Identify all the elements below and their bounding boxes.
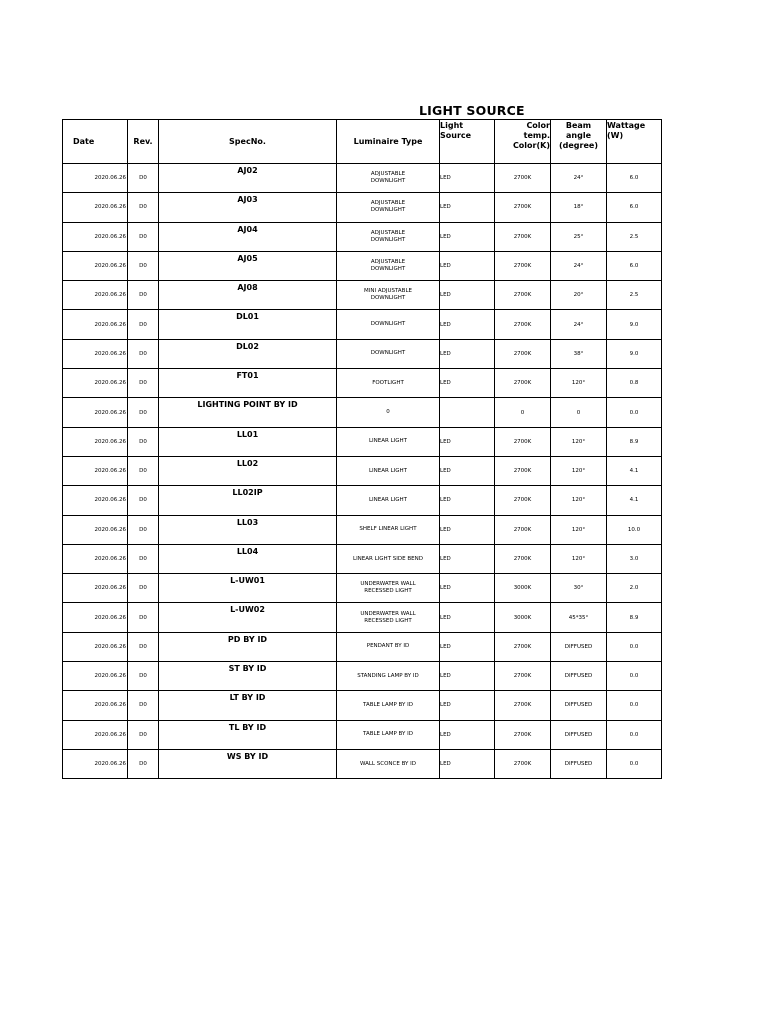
luminaire-type-line: ADJUSTABLE <box>370 171 406 178</box>
cell-wattage: 0.0 <box>607 691 662 720</box>
luminaire-type-line: RECESSED LIGHT <box>364 588 412 595</box>
luminaire-type-line: ADJUSTABLE <box>370 200 406 207</box>
cell-wattage: 10.0 <box>607 515 662 544</box>
table-header-row <box>63 120 662 164</box>
cell-luminaire-type <box>337 369 440 398</box>
cell-wattage: 6.0 <box>607 193 662 222</box>
luminaire-type-line: TABLE LAMP BY ID <box>363 701 413 708</box>
cell-beam-angle: 120° <box>551 456 607 485</box>
cell-luminaire-type <box>337 691 440 720</box>
cell-luminaire-type <box>337 632 440 661</box>
cell-spec-no: LT BY ID <box>159 691 337 720</box>
cell-wattage: 6.0 <box>607 164 662 193</box>
cell-spec-no: PD BY ID <box>159 632 337 661</box>
cell-beam-angle: 38° <box>551 339 607 368</box>
cell-luminaire-type <box>337 574 440 603</box>
header-beam-line: angle <box>566 131 591 140</box>
cell-beam-angle: 24° <box>551 164 607 193</box>
cell-color-temp: 2700K <box>495 339 551 368</box>
cell-luminaire-type <box>337 456 440 485</box>
cell-color-temp: 2700K <box>495 251 551 280</box>
table-row <box>63 515 662 544</box>
cell-beam-angle: 120° <box>551 486 607 515</box>
cell-date: 2020.06.26 <box>63 574 128 603</box>
cell-luminaire-type <box>337 427 440 456</box>
header-watt-line: Wattage <box>607 121 646 130</box>
cell-color-temp: 2700K <box>495 456 551 485</box>
luminaire-type-line: DOWNLIGHT <box>370 295 406 302</box>
table-row <box>63 574 662 603</box>
cell-rev: D0 <box>128 193 159 222</box>
header-source-line: Light <box>440 121 464 130</box>
cell-beam-angle: 20° <box>551 281 607 310</box>
luminaire-type-line: ADJUSTABLE <box>370 259 406 266</box>
header-source <box>440 120 495 164</box>
cell-rev: D0 <box>128 720 159 749</box>
cell-light-source: LED <box>440 574 495 603</box>
cell-light-source: LED <box>440 310 495 339</box>
cell-light-source: LED <box>440 515 495 544</box>
cell-light-source: LED <box>440 691 495 720</box>
table-row <box>63 369 662 398</box>
cell-wattage: 9.0 <box>607 339 662 368</box>
cell-color-temp: 0 <box>495 398 551 427</box>
table-row <box>63 632 662 661</box>
cell-spec-no: L-UW01 <box>159 574 337 603</box>
header-beam-angle <box>551 120 607 164</box>
cell-color-temp: 2700K <box>495 310 551 339</box>
cell-beam-angle: DIFFUSED <box>551 662 607 691</box>
cell-beam-angle: DIFFUSED <box>551 691 607 720</box>
cell-wattage: 6.0 <box>607 251 662 280</box>
header-wattage <box>607 120 662 164</box>
cell-color-temp: 3000K <box>495 574 551 603</box>
luminaire-type-line: DOWNLIGHT <box>370 350 406 357</box>
cell-wattage: 0.0 <box>607 398 662 427</box>
header-spec: SpecNo. <box>159 120 337 164</box>
cell-color-temp: 2700K <box>495 281 551 310</box>
table-row <box>63 691 662 720</box>
cell-rev: D0 <box>128 486 159 515</box>
cell-color-temp: 2700K <box>495 164 551 193</box>
cell-rev: D0 <box>128 281 159 310</box>
cell-luminaire-type <box>337 222 440 251</box>
luminaire-type-line: TABLE LAMP BY ID <box>363 731 413 738</box>
table-row <box>63 456 662 485</box>
luminaire-type-line: LINEAR LIGHT <box>368 438 408 445</box>
light-source-table <box>62 119 662 779</box>
cell-wattage: 0.0 <box>607 720 662 749</box>
cell-spec-no: DL01 <box>159 310 337 339</box>
cell-date: 2020.06.26 <box>63 310 128 339</box>
luminaire-type-line: DOWNLIGHT <box>370 266 406 273</box>
cell-wattage: 8.9 <box>607 603 662 632</box>
header-rev: Rev. <box>128 120 159 164</box>
cell-color-temp: 2700K <box>495 544 551 573</box>
cell-rev: D0 <box>128 427 159 456</box>
cell-light-source: LED <box>440 720 495 749</box>
cell-spec-no: LIGHTING POINT BY ID <box>159 398 337 427</box>
cell-date: 2020.06.26 <box>63 632 128 661</box>
luminaire-type-line: PENDANT BY ID <box>366 643 410 650</box>
cell-light-source <box>440 398 495 427</box>
cell-date: 2020.06.26 <box>63 544 128 573</box>
cell-color-temp: 2700K <box>495 515 551 544</box>
table-row <box>63 164 662 193</box>
luminaire-type-line: SHELF LINEAR LIGHT <box>359 526 417 533</box>
cell-spec-no: AJ03 <box>159 193 337 222</box>
luminaire-type-line: UNDERWATER WALL <box>360 581 416 588</box>
table-row <box>63 544 662 573</box>
cell-spec-no: AJ08 <box>159 281 337 310</box>
table-row <box>63 486 662 515</box>
luminaire-type-line: LINEAR LIGHT <box>368 467 408 474</box>
cell-spec-no: LL03 <box>159 515 337 544</box>
cell-light-source: LED <box>440 251 495 280</box>
cell-rev: D0 <box>128 544 159 573</box>
cell-light-source: LED <box>440 164 495 193</box>
header-source-line: Source <box>440 131 472 140</box>
cell-wattage: 0.0 <box>607 632 662 661</box>
cell-luminaire-type <box>337 662 440 691</box>
cell-light-source: LED <box>440 749 495 778</box>
luminaire-type-line: LINEAR LIGHT SIDE BEND <box>353 555 423 562</box>
table-row <box>63 662 662 691</box>
cell-date: 2020.06.26 <box>63 193 128 222</box>
cell-spec-no: DL02 <box>159 339 337 368</box>
cell-color-temp: 2700K <box>495 486 551 515</box>
cell-wattage: 8.9 <box>607 427 662 456</box>
table-row <box>63 281 662 310</box>
cell-wattage: 9.0 <box>607 310 662 339</box>
luminaire-type-line: DOWNLIGHT <box>370 236 406 243</box>
cell-rev: D0 <box>128 222 159 251</box>
cell-wattage: 2.0 <box>607 574 662 603</box>
cell-spec-no: LL02 <box>159 456 337 485</box>
table-row <box>63 310 662 339</box>
cell-date: 2020.06.26 <box>63 691 128 720</box>
luminaire-type-line: STANDING LAMP BY ID <box>357 672 419 679</box>
table-body <box>63 164 662 779</box>
cell-spec-no: LL01 <box>159 427 337 456</box>
cell-luminaire-type <box>337 339 440 368</box>
header-beam-line: (degree) <box>559 141 598 150</box>
cell-light-source: LED <box>440 427 495 456</box>
cell-luminaire-type <box>337 164 440 193</box>
cell-date: 2020.06.26 <box>63 603 128 632</box>
cell-date: 2020.06.26 <box>63 749 128 778</box>
cell-beam-angle: 120° <box>551 544 607 573</box>
cell-rev: D0 <box>128 749 159 778</box>
cell-rev: D0 <box>128 515 159 544</box>
luminaire-type-line: LINEAR LIGHT <box>368 496 408 503</box>
cell-spec-no: ST BY ID <box>159 662 337 691</box>
cell-rev: D0 <box>128 398 159 427</box>
cell-beam-angle: DIFFUSED <box>551 720 607 749</box>
table-row <box>63 427 662 456</box>
luminaire-type-line: ADJUSTABLE <box>370 229 406 236</box>
cell-luminaire-type <box>337 251 440 280</box>
cell-date: 2020.06.26 <box>63 486 128 515</box>
cell-date: 2020.06.26 <box>63 662 128 691</box>
cell-light-source: LED <box>440 456 495 485</box>
cell-spec-no: TL BY ID <box>159 720 337 749</box>
cell-luminaire-type <box>337 749 440 778</box>
luminaire-type-line: RECESSED LIGHT <box>364 617 412 624</box>
cell-spec-no: AJ05 <box>159 251 337 280</box>
luminaire-type-line: DOWNLIGHT <box>370 321 406 328</box>
luminaire-type-line: 0 <box>386 409 390 416</box>
cell-rev: D0 <box>128 691 159 720</box>
cell-light-source: LED <box>440 662 495 691</box>
cell-wattage: 4.1 <box>607 456 662 485</box>
cell-spec-no: FT01 <box>159 369 337 398</box>
header-luminaire: Luminaire Type <box>337 120 440 164</box>
header-color-temp <box>495 120 551 164</box>
cell-light-source: LED <box>440 486 495 515</box>
table-row <box>63 222 662 251</box>
cell-color-temp: 2700K <box>495 749 551 778</box>
cell-color-temp: 2700K <box>495 720 551 749</box>
cell-wattage: 3.0 <box>607 544 662 573</box>
cell-rev: D0 <box>128 603 159 632</box>
cell-color-temp: 3000K <box>495 603 551 632</box>
cell-luminaire-type <box>337 544 440 573</box>
cell-light-source: LED <box>440 544 495 573</box>
cell-date: 2020.06.26 <box>63 251 128 280</box>
header-cct-line: Color <box>526 121 550 130</box>
cell-light-source: LED <box>440 281 495 310</box>
luminaire-type-line: MINI ADJUSTABLE <box>364 288 412 295</box>
luminaire-type-line: UNDERWATER WALL <box>360 610 416 617</box>
header-cct-line: Color(K) <box>512 141 550 150</box>
cell-date: 2020.06.26 <box>63 222 128 251</box>
cell-light-source: LED <box>440 193 495 222</box>
cell-beam-angle: 24° <box>551 251 607 280</box>
cell-spec-no: L-UW02 <box>159 603 337 632</box>
cell-beam-angle: 0 <box>551 398 607 427</box>
cell-luminaire-type <box>337 720 440 749</box>
cell-luminaire-type <box>337 603 440 632</box>
cell-rev: D0 <box>128 310 159 339</box>
cell-date: 2020.06.26 <box>63 281 128 310</box>
cell-light-source: LED <box>440 632 495 661</box>
cell-beam-angle: 120° <box>551 427 607 456</box>
cell-color-temp: 2700K <box>495 427 551 456</box>
luminaire-type-line: DOWNLIGHT <box>370 178 406 185</box>
cell-spec-no: LL02IP <box>159 486 337 515</box>
cell-beam-angle: 24° <box>551 310 607 339</box>
cell-rev: D0 <box>128 369 159 398</box>
cell-color-temp: 2700K <box>495 369 551 398</box>
cell-rev: D0 <box>128 574 159 603</box>
cell-beam-angle: 120° <box>551 369 607 398</box>
cell-date: 2020.06.26 <box>63 398 128 427</box>
table-row <box>63 720 662 749</box>
cell-rev: D0 <box>128 251 159 280</box>
cell-wattage: 0.0 <box>607 662 662 691</box>
table-row <box>63 398 662 427</box>
cell-beam-angle: 30° <box>551 574 607 603</box>
cell-color-temp: 2700K <box>495 662 551 691</box>
cell-beam-angle: 18° <box>551 193 607 222</box>
table-row <box>63 339 662 368</box>
cell-color-temp: 2700K <box>495 691 551 720</box>
cell-light-source: LED <box>440 222 495 251</box>
luminaire-type-line: FOOTLIGHT <box>372 379 404 386</box>
cell-wattage: 2.5 <box>607 222 662 251</box>
cell-beam-angle: 25° <box>551 222 607 251</box>
cell-date: 2020.06.26 <box>63 339 128 368</box>
cell-rev: D0 <box>128 662 159 691</box>
luminaire-type-line: WALL SCONCE BY ID <box>359 760 417 767</box>
cell-light-source: LED <box>440 369 495 398</box>
cell-luminaire-type <box>337 193 440 222</box>
cell-date: 2020.06.26 <box>63 164 128 193</box>
cell-wattage: 0.8 <box>607 369 662 398</box>
cell-light-source: LED <box>440 339 495 368</box>
cell-color-temp: 2700K <box>495 222 551 251</box>
cell-rev: D0 <box>128 632 159 661</box>
cell-spec-no: WS BY ID <box>159 749 337 778</box>
header-cct-line: temp. <box>523 131 550 140</box>
cell-wattage: 0.0 <box>607 749 662 778</box>
header-watt-line: (W) <box>607 131 624 140</box>
cell-rev: D0 <box>128 339 159 368</box>
cell-rev: D0 <box>128 456 159 485</box>
cell-luminaire-type <box>337 281 440 310</box>
cell-date: 2020.06.26 <box>63 369 128 398</box>
table-row <box>63 749 662 778</box>
header-date: Date <box>63 120 128 164</box>
cell-color-temp: 2700K <box>495 193 551 222</box>
luminaire-type-line: DOWNLIGHT <box>370 207 406 214</box>
page-title: LIGHT SOURCE <box>419 103 525 118</box>
cell-spec-no: AJ02 <box>159 164 337 193</box>
cell-luminaire-type <box>337 486 440 515</box>
table-row <box>63 603 662 632</box>
table-row <box>63 251 662 280</box>
cell-luminaire-type <box>337 515 440 544</box>
cell-beam-angle: 120° <box>551 515 607 544</box>
cell-color-temp: 2700K <box>495 632 551 661</box>
cell-spec-no: LL04 <box>159 544 337 573</box>
cell-date: 2020.06.26 <box>63 456 128 485</box>
cell-date: 2020.06.26 <box>63 427 128 456</box>
cell-beam-angle: DIFFUSED <box>551 632 607 661</box>
cell-light-source: LED <box>440 603 495 632</box>
cell-wattage: 2.5 <box>607 281 662 310</box>
cell-luminaire-type <box>337 398 440 427</box>
cell-beam-angle: 45*35° <box>551 603 607 632</box>
cell-rev: D0 <box>128 164 159 193</box>
table-row <box>63 193 662 222</box>
cell-beam-angle: DIFFUSED <box>551 749 607 778</box>
cell-date: 2020.06.26 <box>63 720 128 749</box>
cell-luminaire-type <box>337 310 440 339</box>
cell-spec-no: AJ04 <box>159 222 337 251</box>
header-beam-line: Beam <box>565 121 592 130</box>
cell-date: 2020.06.26 <box>63 515 128 544</box>
cell-wattage: 4.1 <box>607 486 662 515</box>
